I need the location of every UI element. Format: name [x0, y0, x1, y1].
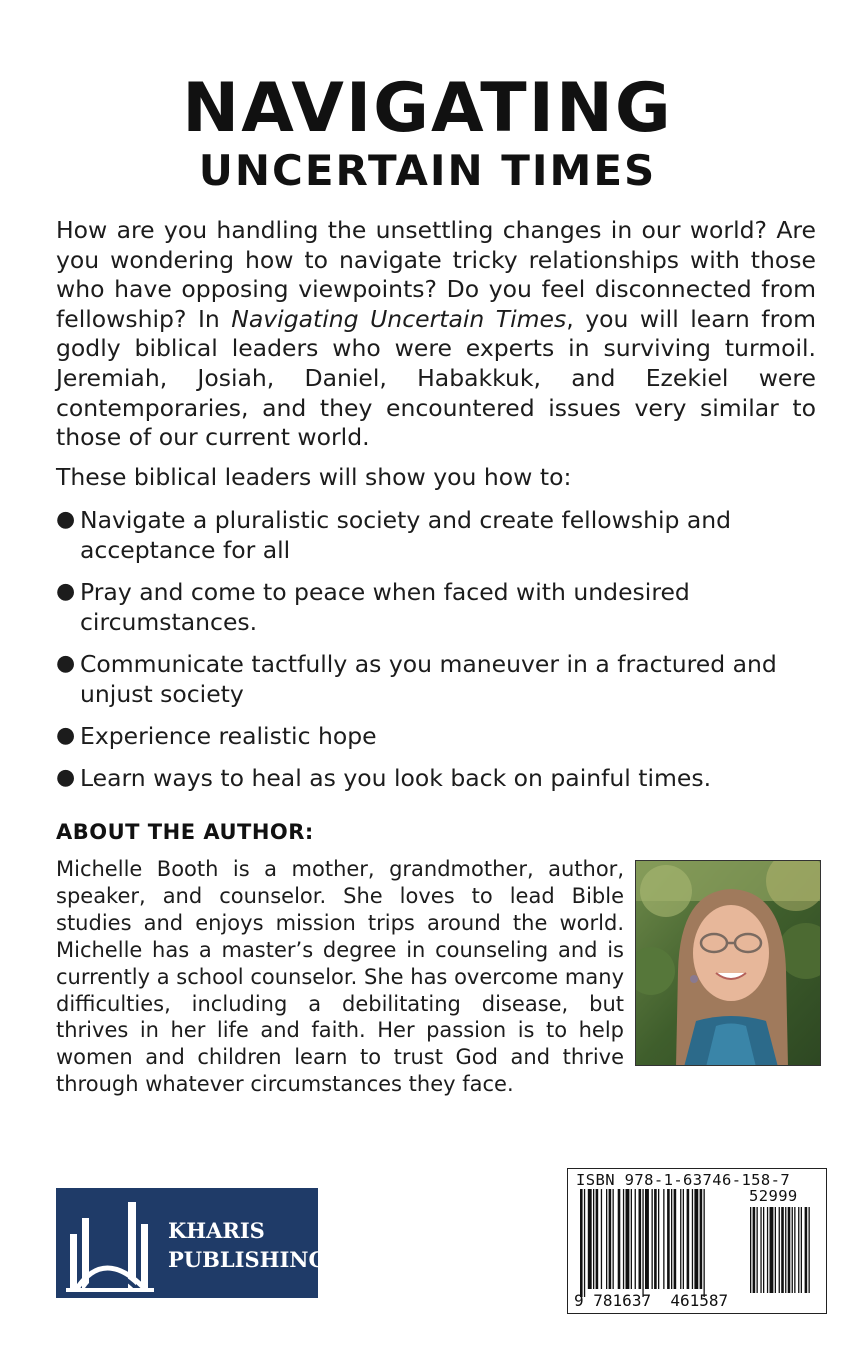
book-subtitle: UNCERTAIN TIMES — [198, 146, 657, 195]
barcode-addon-bar — [794, 1207, 795, 1293]
barcode-bar — [596, 1189, 599, 1289]
publisher-emblem-icon — [56, 1188, 166, 1298]
barcode-bar — [680, 1189, 681, 1289]
barcode-addon-bar — [781, 1207, 784, 1293]
barcode-bar — [700, 1189, 703, 1289]
barcode-bar — [623, 1189, 624, 1289]
barcode-addon-bar — [760, 1207, 761, 1293]
barcode-addon-bar — [770, 1207, 774, 1293]
description-book-title: Navigating Uncertain Times — [231, 304, 567, 333]
bullet-dot-icon: ● — [56, 651, 76, 676]
bullet-dot-icon: ● — [56, 579, 76, 604]
barcode-addon-bar — [750, 1207, 751, 1293]
barcode-bar — [613, 1189, 614, 1289]
bullets-intro: These biblical leaders will show you how to: — [56, 463, 572, 491]
barcode-bar — [635, 1189, 636, 1289]
bullet-dot-icon: ● — [56, 507, 76, 532]
barcode-addon-bar — [798, 1207, 799, 1293]
bullet-text: Communicate tactfully as you maneuver in a fractured and unjust society — [80, 650, 777, 708]
book-title: NAVIGATING — [182, 69, 673, 148]
barcode-bar — [639, 1189, 642, 1289]
author-photo-illustration — [636, 861, 821, 1066]
barcode-bar — [683, 1189, 684, 1289]
price-code: 52999 — [749, 1187, 798, 1205]
description-part-2: , you will learn from godly biblical leaders who were experts in surviving turmoil. Jeremiah, Josiah, Daniel, Habakkuk, and Ezekiel were contemporaries, and they encountered issues very similar to those of our current world. — [56, 304, 816, 452]
ean-digits — [574, 1291, 728, 1310]
barcode-bar — [618, 1189, 621, 1289]
barcode-bar — [671, 1189, 672, 1289]
isbn-text: ISBN 978-1-63746-158-7 — [576, 1171, 791, 1189]
bullet-dot-icon: ● — [56, 765, 76, 790]
ean-first-digit: 9 — [574, 1291, 584, 1310]
barcode-bar — [654, 1189, 657, 1289]
bullet-item — [56, 577, 826, 637]
bullet-text: Learn ways to heal as you look back on painful times. — [80, 764, 712, 792]
barcode-bar — [704, 1189, 705, 1297]
about-author-text: Michelle Booth is a mother, grandmother, author, speaker, and counselor. She loves to lead Bible studies and enjoys mission trips around the world. Michelle has a master’s degree in counseling and is currently a school counselor. She has overcome many difficulties, including a debilitating disease, but thrives in her life and faith. Her passion is to help women and children learn to trust God and thrive through whatever circumstances they face. — [56, 857, 624, 1097]
title-block — [0, 70, 855, 196]
isbn-barcode — [567, 1168, 827, 1314]
barcode-bar — [588, 1189, 592, 1289]
bullet-item — [56, 763, 826, 793]
barcode-bar — [658, 1189, 659, 1289]
barcode-addon-bar — [809, 1207, 810, 1293]
barcode-bar — [663, 1189, 664, 1289]
barcode-bar — [631, 1189, 632, 1289]
author-photo — [635, 860, 821, 1066]
barcode-addon-bar — [757, 1207, 758, 1293]
barcode-bar — [642, 1189, 643, 1297]
barcode-bar — [593, 1189, 594, 1289]
book-description — [56, 216, 816, 453]
publisher-name-line1: KHARIS — [168, 1218, 265, 1243]
barcode-bar — [645, 1189, 649, 1289]
barcode-addon-bar — [753, 1207, 756, 1293]
barcode-addon-bar — [792, 1207, 793, 1293]
publisher-name — [168, 1216, 326, 1274]
ean-group-1: 781637 — [593, 1291, 652, 1310]
barcode-bar — [580, 1189, 583, 1297]
barcode-addon-bar — [775, 1207, 776, 1293]
barcode-addon-bar — [767, 1207, 768, 1293]
barcode-bar — [694, 1189, 698, 1289]
description-part-1: How are you handling the unsettling changes in our world? Are you wondering how to navigate tricky relationships with those who have opposing viewpoints? Do you feel disconnected from fellowship? In — [56, 216, 816, 333]
bullet-list — [56, 505, 826, 805]
ean-group-2: 461587 — [670, 1291, 729, 1310]
barcode-bar — [609, 1189, 612, 1289]
bullet-text: Navigate a pluralistic society and create fellowship and acceptance for all — [80, 506, 732, 564]
barcode-bar — [606, 1189, 607, 1289]
bullet-item — [56, 721, 826, 751]
publisher-name-line2: PUBLISHING — [168, 1247, 327, 1272]
about-author-heading: ABOUT THE AUTHOR: — [56, 820, 314, 844]
barcode-bar — [626, 1189, 630, 1289]
barcode-addon-bar — [801, 1207, 802, 1293]
barcode-bar — [687, 1189, 690, 1289]
barcode-addon-bar — [779, 1207, 780, 1293]
barcode-bar — [674, 1189, 677, 1289]
barcode-addon-bar — [805, 1207, 808, 1293]
bullet-item — [56, 505, 826, 565]
publisher-logo — [56, 1188, 327, 1298]
barcode-bar — [652, 1189, 653, 1289]
barcode-addon-bar — [788, 1207, 791, 1293]
bullet-item — [56, 649, 826, 709]
barcode-bar — [601, 1189, 602, 1289]
barcode-bar — [692, 1189, 693, 1289]
barcode-bar — [667, 1189, 670, 1289]
bullet-text: Experience realistic hope — [80, 722, 377, 750]
barcode-addon-bar — [785, 1207, 786, 1293]
bullet-dot-icon: ● — [56, 723, 76, 748]
bullet-text: Pray and come to peace when faced with undesired circumstances. — [80, 578, 690, 636]
barcode-bar — [584, 1189, 585, 1297]
barcode-addon-bar — [763, 1207, 764, 1293]
